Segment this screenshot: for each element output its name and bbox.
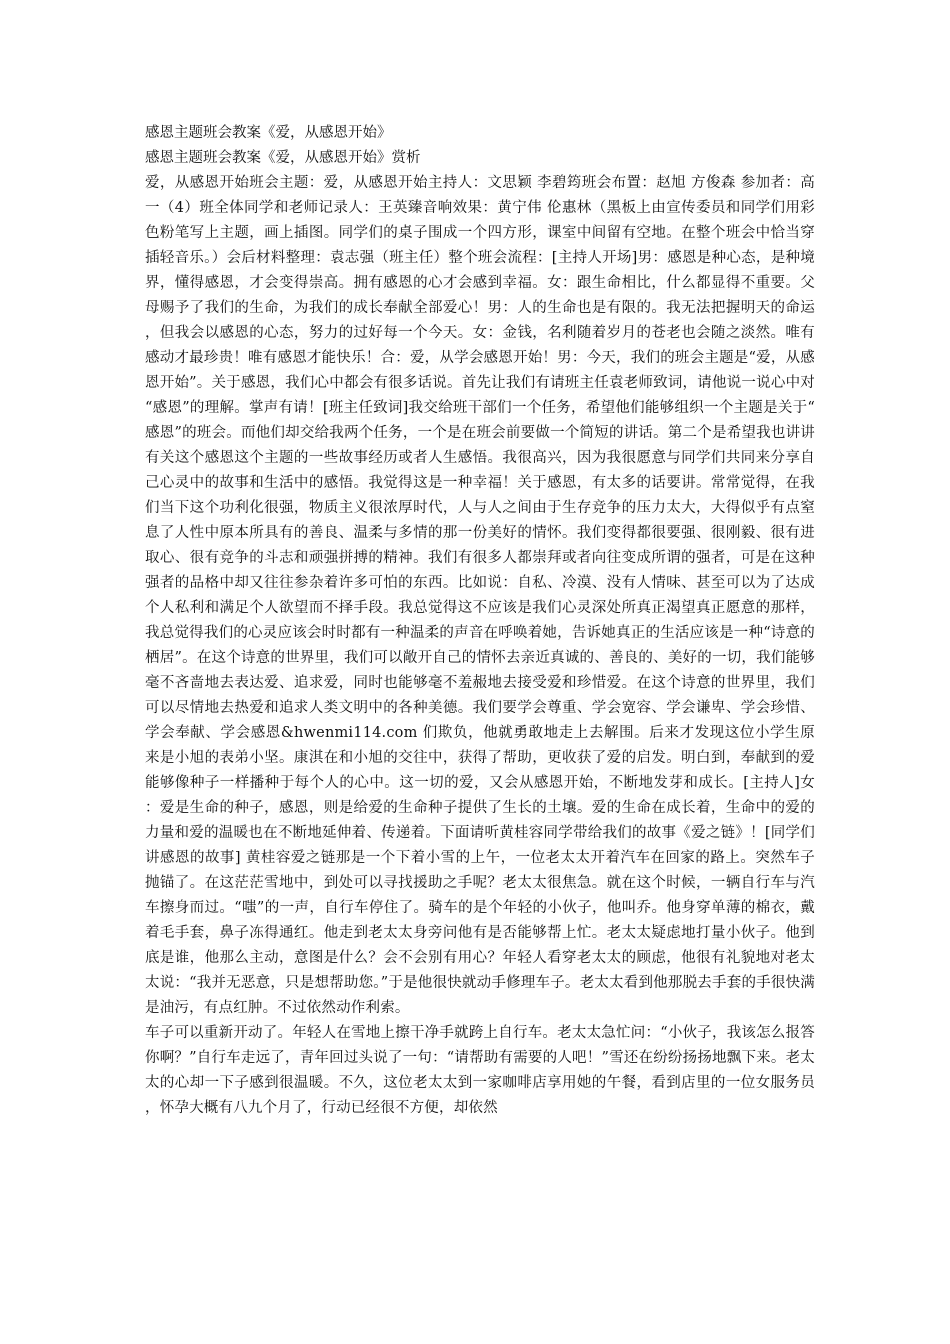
body-paragraph-2: 车子可以重新开动了。年轻人在雪地上擦干净手就跨上自行车。老太太急忙问：“小伙子，我该怎么报答你啊？”自行车走远了，青年回过头说了一句：“请帮助有需要的人吧！”雪还在纷纷扬扬地飘下来。老太太的心却一下子感到很温暖。不久，这位老太太到一家咖啡店享用她的午餐，看到店里的一位女服务员，怀孕大概有八九个月了，行动已经很不方便，却依然: [145, 1025, 815, 1116]
document-page: [145, 121, 815, 1121]
document-title: 感恩主题班会教案《爱，从感恩开始》: [145, 125, 392, 141]
body-paragraph-1: 爱，从感恩开始班会主题：爱，从感恩开始主持人：文思颖 李碧筠班会布置：赵旭 方俊森 参加者：高一（4）班全体同学和老师记录人：王英臻音响效果：黄宁伟 伦惠林（黑板上由宣传委员和同学们用彩色粉笔写上主题，画上插图。同学们的桌子围成一个四方形，课室中间留有空地。在整个班会中恰当穿插轻音乐。）会后材料整理：袁志强（班主任）整个班会流程：[主持人开场]男：感恩是种心态，是种境界，懂得感恩，才会变得崇高。拥有感恩的心才会感到幸福。女：跟生命相比，什么都显得不重要。父母赐予了我们的生命，为我们的成长奉献全部爱心！男：人的生命也是有限的。我无法把握明天的命运，但我会以感恩的心态，努力的过好每一个今天。女：金钱，名利随着岁月的苍老也会随之淡然。唯有感动才最珍贵！唯有感恩才能快乐！合：爱，从学会感恩开始！男：今天，我们的班会主题是“爱，从感恩开始”。关于感恩，我们心中都会有很多话说。首先让我们有请班主任袁老师致词，请他说一说心中对“感恩”的理解。掌声有请！[班主任致词]我交给班干部们一个任务，希望他们能够组织一个主题是关于“感恩”的班会。而他们却交给我两个任务，一个是在班会前要做一个简短的讲话。第二个是希望我也讲讲有关这个感恩这个主题的一些故事经历或者人生感悟。我很高兴，因为我很愿意与同学们共同来分享自己心灵中的故事和生活中的感悟。我觉得这是一种幸福！关于感恩，有太多的话要讲。常常觉得，在我们当下这个功利化很强，物质主义很浓厚时代，人与人之间由于生存竞争的压力太大，大得似乎有点窒息了人性中原本所具有的善良、温柔与多情的那一份美好的情怀。我们变得都很要强、很刚毅、很有进取心、很有竞争的斗志和顽强拼搏的精神。我们有很多人都崇拜或者向往变成所谓的强者，可是在这种强者的品格中却又往往参杂着许多可怕的东西。比如说：自私、冷漠、没有人情味、甚至可以为了达成个人私利和满足个人欲望而不择手段。我总觉得这不应该是我们心灵深处所真正渴望真正愿意的那样，我总觉得我们的心灵应该会时时都有一种温柔的声音在呼唤着她，告诉她真正的生活应该是一种“诗意的栖居”。在这个诗意的世界里，我们可以敞开自己的情怀去亲近真诚的、善良的、美好的一切，我们能够毫不吝啬地去表达爱、追求爱，同时也能够毫不羞赧地去接受爱和珍惜爱。在这个诗意的世界里，我们可以尽情地去热爱和追求人类文明中的各种美德。我们要学会尊重、学会宽容、学会谦卑、学会珍惜、学会奉献、学会感恩&hwenmi114.com 们欺负，他就勇敢地走上去解围。后来才发现这位小学生原来是小旭的表弟小坚。康淇在和小旭的交往中，获得了帮助，更收获了爱的启发。明白到，奉献到的爱能够像种子一样播种于每个人的心中。这一切的爱，又会从感恩开始，不断地发芽和成长。[主持人]女：爱是生命的种子，感恩，则是给爱的生命种子提供了生长的土壤。爱的生命在成长着，生命中的爱的力量和爱的温暖也在不断地延伸着、传递着。下面请听黄桂容同学带给我们的故事《爱之链》！[同学们讲感恩的故事] 黄桂容爱之链那是一个下着小雪的上午，一位老太太开着汽车在回家的路上。突然车子抛锚了。在这茫茫雪地中，到处可以寻找援助之手呢？老太太很焦急。就在这个时候，一辆自行车与汽车擦身而过。“嗤”的一声，自行车停住了。骑车的是个年轻的小伙子，他叫乔。他身穿单薄的棉衣，戴着毛手套，鼻子冻得通红。他走到老太太身旁问他有是否能够帮上忙。老太太疑虑地打量小伙子。他到底是谁，他那么主动，意图是什么？会不会别有用心？年轻人看穿老太太的顾虑，他很有礼貌地对老太太说：“我并无恶意，只是想帮助您。”于是他很快就动手修理车子。老太太看到他那脱去手套的手很快满是油污，有点红肿。不过依然动作利索。: [145, 175, 815, 1016]
document-subtitle: 感恩主题班会教案《爱，从感恩开始》赏析: [145, 150, 421, 166]
